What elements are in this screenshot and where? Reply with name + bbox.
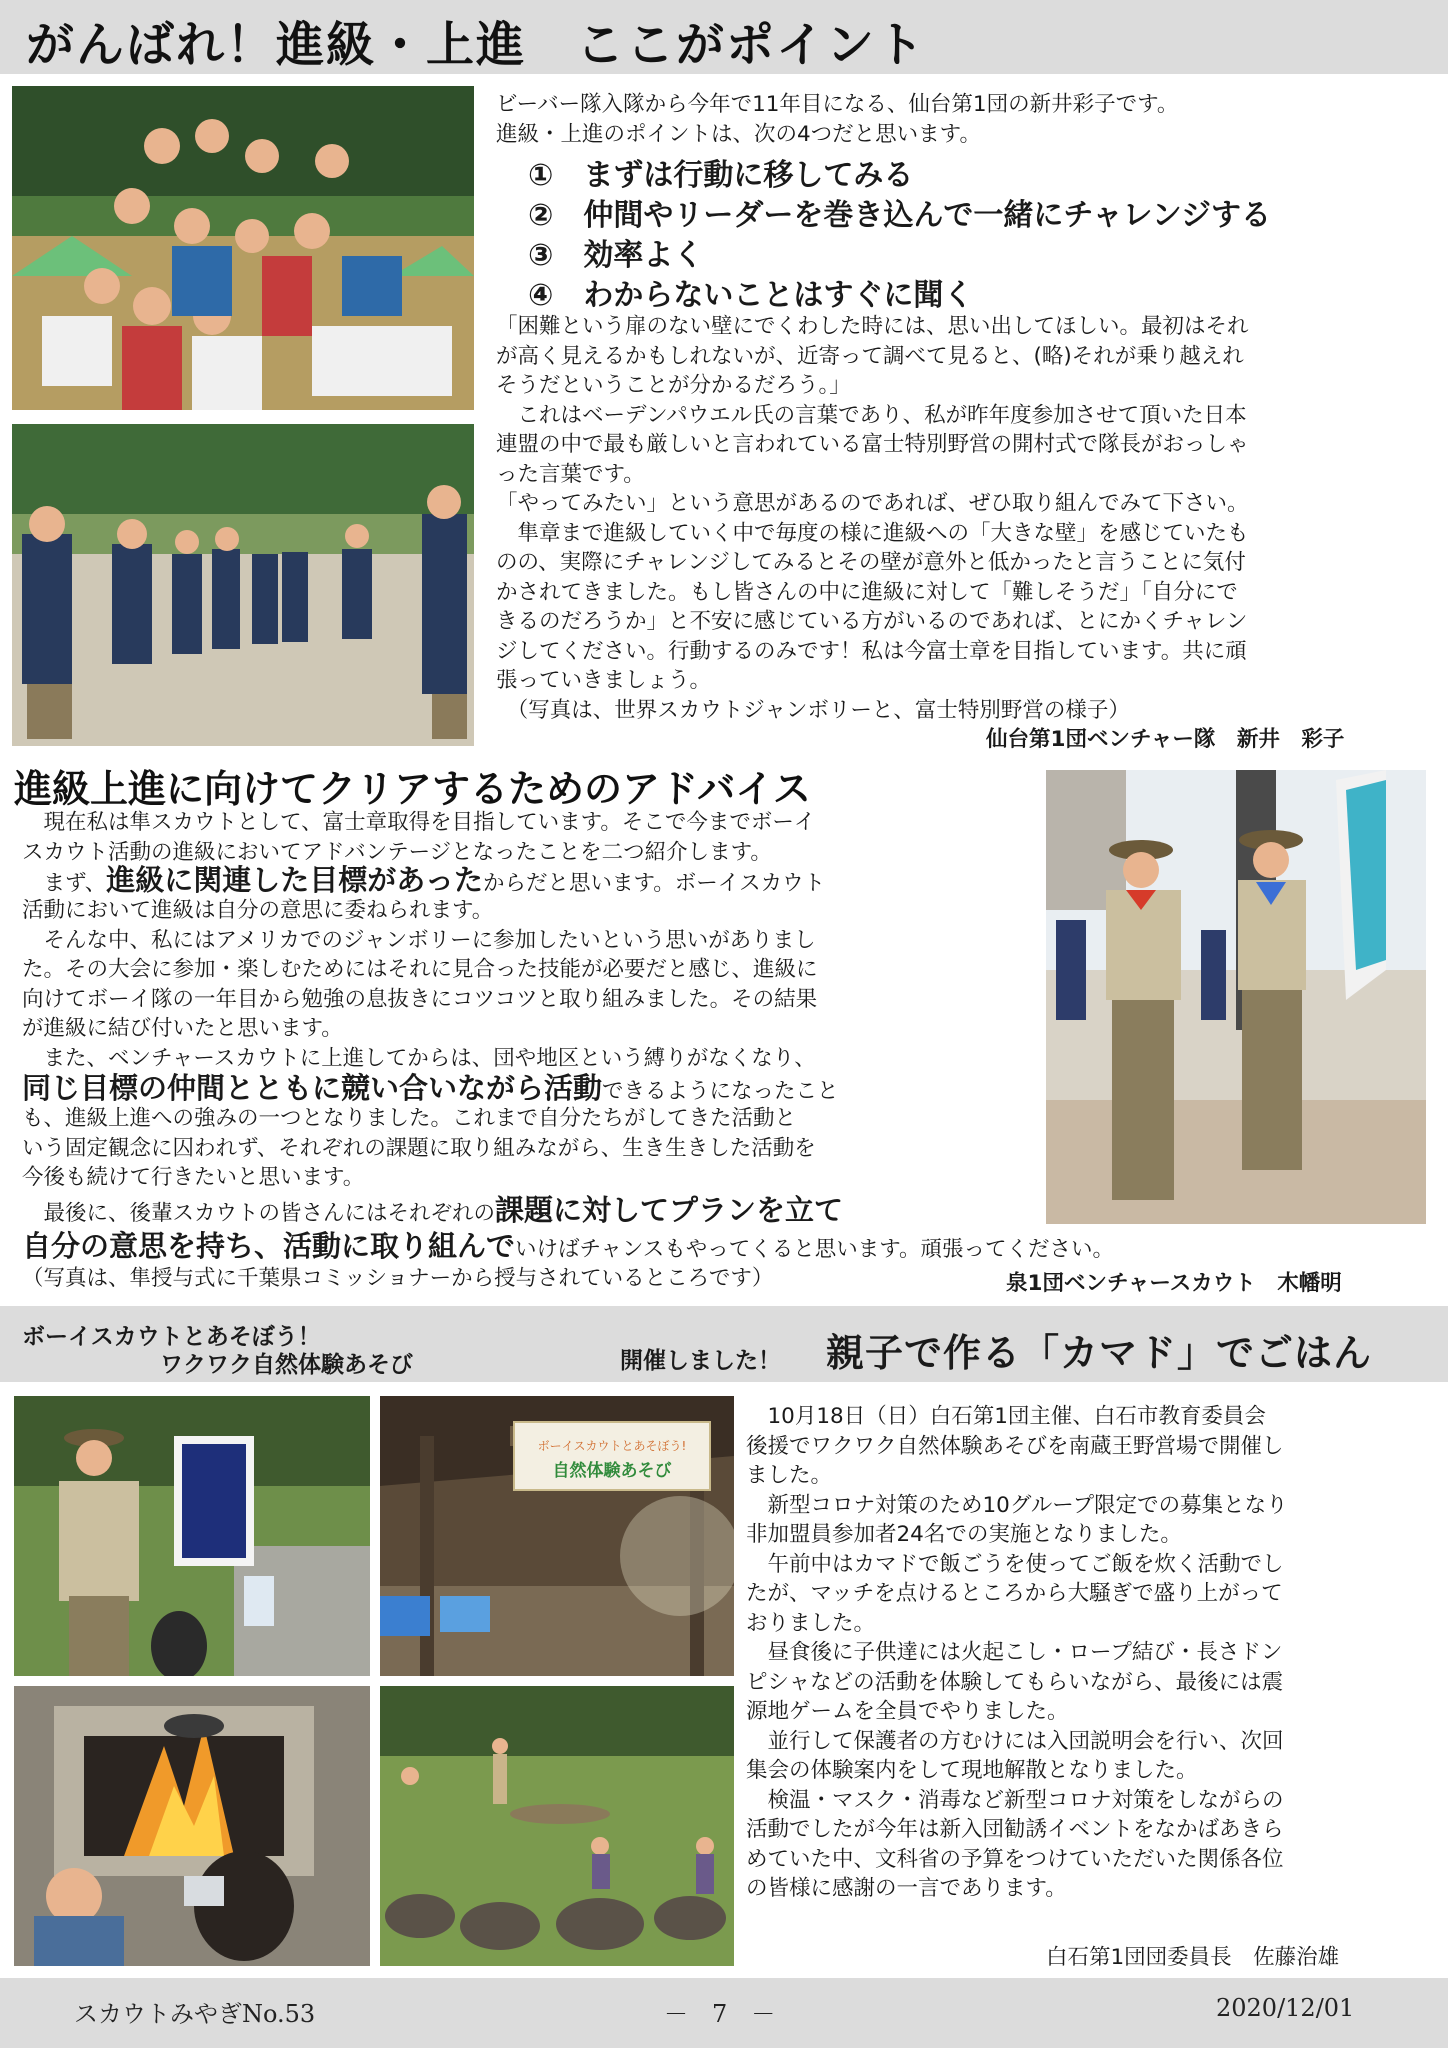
article2-p2-line (22, 863, 826, 899)
article1-intro: ビーバー隊入隊から今年で11年目になる、仙台第1団の新井彩子です。 進級・上進のポイントは、次の4つだと思います。 (496, 92, 1179, 147)
jamboree-group-photo (12, 86, 474, 410)
article2-p4-line1 (22, 1193, 844, 1229)
article2-p1: 現在私は隼スカウトとして、富士章取得を目指しています。そこで今までボーイ スカウト活動の進級においてアドバンテージとなったことを二つ紹介します。 (22, 810, 816, 865)
article2-p3-highlight: 同じ目標の仲間とともに競い合いながら活動 (22, 1071, 603, 1105)
banner-photo-text-2: 自然体験あそび (552, 1461, 672, 1481)
article2-signature: 泉1団ベンチャースカウト 木幡明 (1006, 1271, 1342, 1296)
kamado-fire-photo (14, 1686, 370, 1966)
article3-banner-left-2: ワクワク自然体験あそび (160, 1352, 413, 1378)
article2-p4-post: いけばチャンスもやってくると思います。頑張ってください。 (515, 1237, 1115, 1262)
article2-p3-line (22, 1071, 839, 1107)
rope-knot-photo (14, 1396, 370, 1676)
article2-p3-rest: も、進級上進への強みの一つとなりました。これまで自分たちがしてきた活動と いう固定観念に囚われず、それぞれの課題に取り組みながら、生き生きした活動を 今後も続けて行きたいと思います。 (22, 1106, 816, 1190)
field-game-photo (380, 1686, 734, 1966)
article2-p2-highlight: 進級に関連した目標があった (106, 863, 483, 897)
point-3: ③ 効率よく (528, 238, 704, 273)
point-2: ② 仲間やリーダーを巻き込んで一緒にチャレンジする (528, 198, 1271, 233)
article1-body: 「困難という扉のない壁にでくわした時には、思い出してほしい。最初はそれ が高く見えるかもしれないが、近寄って調べて見ると、(略)それが乗り越えれ そうだということが分かるだろう。」 これはベーデンパウエル氏の言葉であり、私が昨年度参加させて頂いた日本 連盟の中で最も厳しいと言われている富士特別野営の開村式で隊長がおっしゃ った言葉です。 「やってみたい」という意思があるのであれば、ぜひ取り組んでみて下さい。 隼章まで進級していく中で毎度の様に進級への「大きな壁」を感じていたも のの、実際にチャレンジしてみるとその壁が意外と低かったと言うことに気付 かされてきました。もし皆さんの中に進級に対して「難しそうだ」「自分にで きるのだろうか」と不安に感じている方がいるのであれば、とにかくチャレン ジしてください。行動するのみです！私は今富士章を目指しています。共に頑 張っていきましょう。 （写真は、世界スカウトジャンボリーと、富士特別野営の様子） (496, 314, 1249, 723)
article2-p4-highlight2: 自分の意思を持ち、活動に取り組んで (22, 1229, 516, 1263)
article2-p3-post: できるようになったこと (602, 1079, 839, 1104)
award-ceremony-photo (1046, 770, 1426, 1224)
article3-banner-left-1: ボーイスカウトとあそぼう！ (22, 1324, 321, 1350)
fuji-camp-photo (12, 424, 474, 746)
footer-publication: スカウトみやぎNo.53 (74, 2000, 316, 2028)
title-band (0, 0, 1448, 74)
article2-p4-highlight1: 課題に対してプランを立て (495, 1193, 844, 1227)
banner-photo-text-1: ボーイスカウトとあそぼう! (537, 1439, 687, 1453)
article1-signature: 仙台第1団ベンチャー隊 新井 彩子 (986, 727, 1345, 752)
page-title: がんばれ！進級・上進 ここがポイント (26, 17, 927, 73)
article2-caption: （写真は、隼授与式に千葉県コミッショナーから授与されているところです） (22, 1266, 774, 1291)
article2-p2-post: からだと思います。ボーイスカウト (483, 871, 826, 896)
article3-signature: 白石第1団団委員長 佐藤治雄 (1046, 1945, 1340, 1970)
article2-p4-pre: 最後に、後輩スカウトの皆さんにはそれぞれの (22, 1201, 496, 1226)
campsite-banner-photo (380, 1396, 734, 1676)
article2-p2-pre: まず、 (22, 871, 107, 896)
article3-banner-title: 親子で作る「カマド」でごはん (826, 1331, 1373, 1375)
article1-points (528, 156, 1271, 316)
footer-page-number: － 7 － (664, 2000, 776, 2028)
article2-p4-line2 (22, 1229, 1115, 1265)
footer-date: 2020/12/01 (1216, 1994, 1355, 2022)
article2-title: 進級上進に向けてクリアするためのアドバイス (14, 767, 811, 811)
point-1: ① まずは行動に移してみる (528, 158, 914, 193)
article3-banner-small: 開催しました！ (620, 1348, 781, 1374)
article3-body: 10月18日（日）白石第1団主催、白石市教育委員会 後援でワクワク自然体験あそびを南蔵王野営場で開催し ました。 新型コロナ対策のため10グループ限定での募集となり 非加盟員参加者24名での実施となりました。 午前中はカマドで飯ごうを使ってご飯を炊く活動でし たが、マッチを点けるところから大騒ぎで盛り上がって おりました。 昼食後に子供達には火起こし・ロープ結び・長さドン ピシャなどの活動を体験してもらいながら、最後には震 源地ゲームを全員でやりました。 並行して保護者の方むけには入団説明会を行い、次回 集会の体験案内をして現地解散となりました。 検温・マスク・消毒など新型コロナ対策をしながらの 活動でしたが今年は新入団勧誘イベントをなかばあきら めていた中、文科省の予算をつけていただいた関係各位 の皆様に感謝の一言であります。 (746, 1404, 1288, 1901)
article2-p2-rest: 活動において進級は自分の意思に委ねられます。 そんな中、私にはアメリカでのジャンボリーに参加したいという思いがありまし た。その大会に参加・楽しむためにはそれに見合った技能が必要だと感じ、進級に 向けてボーイ隊の一年目から勉強の息抜きにコツコツと取り組みました。その結果 が進級に結び付いたと思います。 また、ベンチャースカウトに上進してからは、団や地区という縛りがなくなり、 (22, 898, 818, 1071)
point-4: ④ わからないことはすぐに聞く (528, 278, 974, 313)
